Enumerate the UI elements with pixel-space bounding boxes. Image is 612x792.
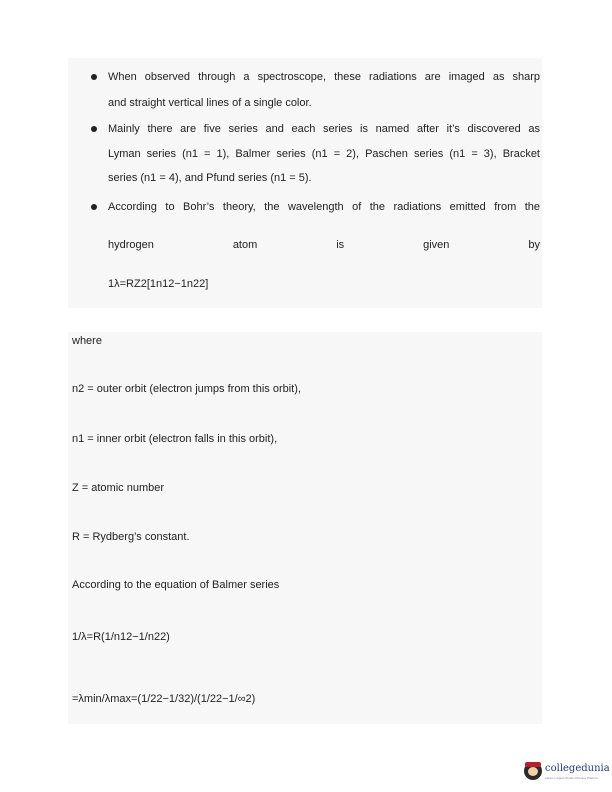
where-label: where bbox=[72, 335, 102, 347]
wavelength-ratio-equation: =λmin/λmax=(1/22−1/32)/(1/22−1/∞2) bbox=[72, 693, 256, 705]
logo-wordmark: collegedunia bbox=[545, 763, 610, 774]
n2-definition: n2 = outer orbit (electron jumps from this orbit), bbox=[72, 383, 301, 395]
bullet-point bbox=[91, 74, 97, 80]
n1-definition: n1 = inner orbit (electron falls in this orbit), bbox=[72, 433, 278, 445]
logo-tagline: India's Largest Student Review Platform bbox=[545, 776, 599, 780]
z-definition: Z = atomic number bbox=[72, 482, 165, 494]
balmer-intro: According to the equation of Balmer series bbox=[72, 579, 280, 591]
collegedunia-logo[interactable] bbox=[524, 758, 612, 788]
bullet-2-line-3: series (n1 = 4), and Pfund series (n1 = 5). bbox=[108, 172, 312, 184]
spread-word: is bbox=[336, 239, 345, 251]
spread-word: atom bbox=[232, 239, 258, 251]
mascot-icon bbox=[524, 762, 542, 780]
r-definition: R = Rydberg’s constant. bbox=[72, 531, 190, 543]
spread-word: by bbox=[528, 239, 540, 251]
bullet-3-spread-line bbox=[108, 238, 540, 252]
bohr-formula: 1λ=RZ2[1n12−1n22] bbox=[108, 278, 209, 290]
bullet-2-line-1: Mainly there are five series and each series is named after it’s discovered as bbox=[108, 123, 540, 135]
balmer-equation: 1/λ=R(1/n12−1/n22) bbox=[72, 631, 170, 643]
bullet-3-line-1: According to Bohr’s theory, the wavelength of the radiations emitted from the bbox=[108, 201, 540, 213]
bullet-1-line-1: When observed through a spectroscope, these radiations are imaged as sharp bbox=[108, 71, 540, 83]
bullet-2-line-2: Lyman series (n1 = 1), Balmer series (n1 = 2), Paschen series (n1 = 3), Bracket bbox=[108, 148, 540, 160]
bullet-1-line-2: and straight vertical lines of a single color. bbox=[108, 97, 312, 109]
spread-word: given bbox=[423, 239, 450, 251]
bullet-point bbox=[91, 204, 97, 210]
spread-word: hydrogen bbox=[108, 239, 154, 251]
bullet-point bbox=[91, 126, 97, 132]
